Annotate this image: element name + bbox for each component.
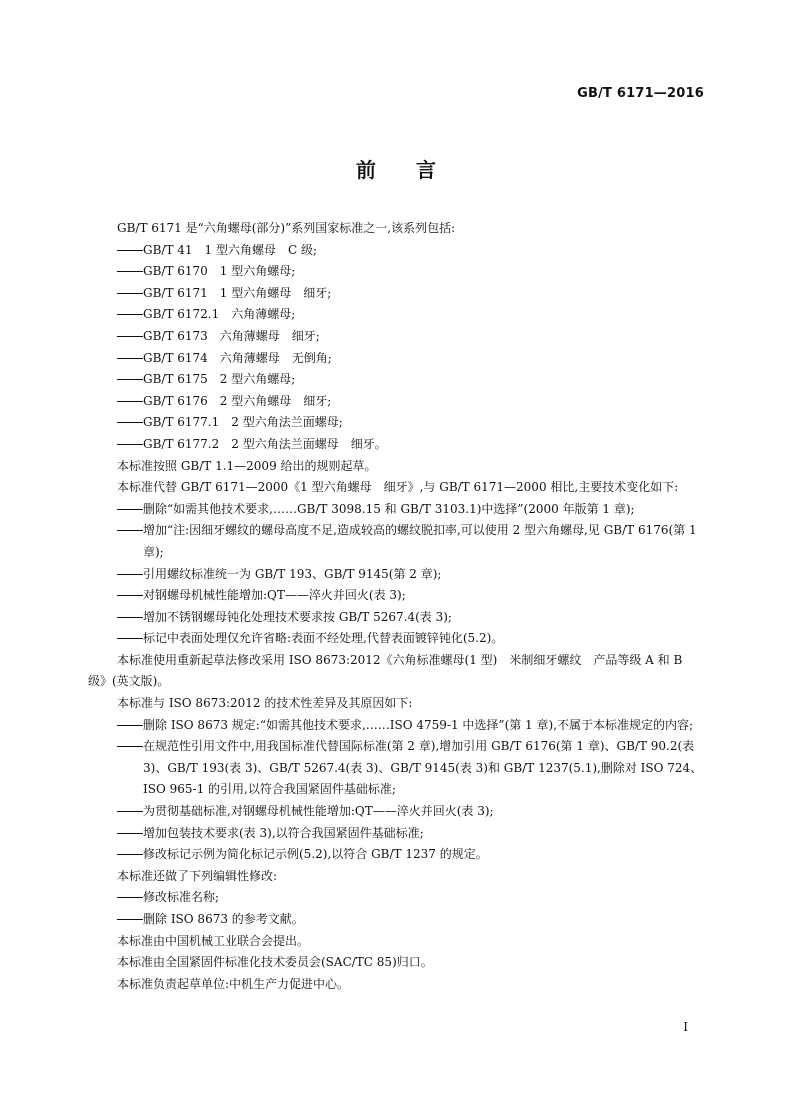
- dash-bullet: [117, 336, 143, 337]
- dash-bullet: [117, 725, 143, 726]
- dash-bullet: [117, 250, 143, 251]
- page-title: 前言: [356, 158, 476, 182]
- series-list-item-text: GB/T 6170 1 型六角螺母;: [143, 264, 296, 279]
- series-list-item-text: GB/T 6177.2 2 型六角法兰面螺母 细牙。: [143, 436, 387, 451]
- series-list-item: [88, 261, 704, 283]
- series-list-item: [88, 391, 704, 413]
- editorial-list-item-text: 修改标准名称;: [143, 890, 220, 905]
- dash-bullet: [117, 638, 143, 639]
- change-list-item: [88, 520, 704, 563]
- difference-list-item: [88, 844, 704, 866]
- change-list-item: [88, 585, 704, 607]
- dash-bullet: [117, 314, 143, 315]
- difference-list-item-text: 在规范性引用文件中,用我国标准代替国际标准(第 2 章),增加引用 GB/T 6176(第 1 章)、GB/T 90.2(表 3)、GB/T 193(表 3)、GB/T 5267.4(表 3)、GB/T 9145(表 3)和 GB/T 1237(5.1),删除对 ISO 724、ISO 965-1 的引用,以符合我国紧固件基础标准;: [143, 739, 703, 797]
- dash-bullet: [117, 746, 143, 747]
- difference-list-item-text: 为贯彻基础标准,对钢螺母机械性能增加:QT——淬火并回火(表 3);: [143, 804, 494, 819]
- proposed-by-paragraph: 本标准由中国机械工业联合会提出。: [117, 933, 310, 948]
- series-list-item-text: GB/T 6176 2 型六角螺母 细牙;: [143, 393, 332, 408]
- drafting-rule-paragraph: 本标准按照 GB/T 1.1—2009 给出的规则起草。: [117, 458, 377, 473]
- editorial-list-item-text: 删除 ISO 8673 的参考文献。: [143, 912, 304, 926]
- dash-bullet: [117, 617, 143, 618]
- series-list-item-text: GB/T 6177.1 2 型六角法兰面螺母;: [143, 415, 343, 430]
- change-list-item: [88, 499, 704, 521]
- change-list-item-text: 增加不锈钢螺母钝化处理技术要求按 GB/T 5267.4(表 3);: [143, 609, 452, 624]
- change-list-item-text: 增加“注:因细牙螺纹的螺母高度不足,造成较高的螺纹脱扣率,可以使用 2 型六角螺母,见 GB/T 6176(第 1 章);: [143, 523, 697, 559]
- dash-bullet: [117, 530, 143, 531]
- page-number: I: [683, 1020, 688, 1034]
- change-list-item-text: 删除“如需其他技术要求,……GB/T 3098.15 和 GB/T 3103.1)中选择”(2000 年版第 1 章);: [143, 501, 635, 516]
- dash-bullet: [117, 574, 143, 575]
- change-list-item: [88, 607, 704, 629]
- series-list-item-text: GB/T 6174 六角薄螺母 无倒角;: [143, 350, 332, 365]
- dash-bullet: [117, 271, 143, 272]
- difference-list-item: [88, 801, 704, 823]
- difference-list-item-text: 修改标记示例为简化标记示例(5.2),以符合 GB/T 1237 的规定。: [143, 847, 488, 862]
- series-list-item-text: GB/T 6171 1 型六角螺母 细牙;: [143, 285, 332, 300]
- dash-bullet: [117, 595, 143, 596]
- replaces-paragraph: 本标准代替 GB/T 6171—2000《1 型六角螺母 细牙》,与 GB/T 6171—2000 相比,主要技术变化如下:: [117, 480, 679, 495]
- dash-bullet: [117, 293, 143, 294]
- dash-bullet: [117, 379, 143, 380]
- dash-bullet: [117, 422, 143, 423]
- dash-bullet: [117, 897, 143, 898]
- series-list-item: [88, 412, 704, 434]
- change-list-item-text: 引用螺纹标准统一为 GB/T 193、GB/T 9145(第 2 章);: [143, 566, 442, 581]
- series-intro-paragraph: GB/T 6171 是“六角螺母(部分)”系列国家标准之一,该系列包括:: [117, 221, 456, 235]
- dash-bullet: [117, 833, 143, 834]
- difference-list-item: [88, 736, 704, 801]
- editorial-intro-paragraph: 本标准还做了下列编辑性修改:: [117, 868, 278, 883]
- dash-bullet: [117, 401, 143, 402]
- change-list-item-text: 对钢螺母机械性能增加:QT——淬火并回火(表 3);: [143, 588, 406, 603]
- difference-list-item: [88, 823, 704, 845]
- series-list-item: [88, 304, 704, 326]
- series-list-item: [88, 326, 704, 348]
- difference-list-item-text: 增加包装技术要求(表 3),以符合我国紧固件基础标准;: [143, 825, 424, 840]
- series-list-item-text: GB/T 41 1 型六角螺母 C 级;: [143, 242, 318, 257]
- iso-adoption-paragraph: 本标准使用重新起草法修改采用 ISO 8673:2012《六角标准螺母(1 型) 米制细牙螺纹 产品等级 A 和 B 级》(英文版)。: [88, 652, 683, 689]
- dash-bullet: [117, 854, 143, 855]
- dash-bullet: [117, 444, 143, 445]
- change-list-item: [88, 628, 704, 650]
- dash-bullet: [117, 919, 143, 920]
- differences-intro-paragraph: 本标准与 ISO 8673:2012 的技术性差异及其原因如下:: [117, 696, 413, 711]
- jurisdiction-paragraph: 本标准由全国紧固件标准化技术委员会(SAC/TC 85)归口。: [117, 955, 433, 970]
- series-list-item-text: GB/T 6173 六角薄螺母 细牙;: [143, 328, 320, 343]
- series-list-item: [88, 348, 704, 370]
- editorial-list-item: [88, 909, 704, 931]
- change-list-item-text: 标记中表面处理仅允许省略:表面不经处理,代替表面镀锌钝化(5.2)。: [143, 631, 504, 646]
- foreword-body: [88, 218, 704, 995]
- change-list-item: [88, 564, 704, 586]
- drafted-by-paragraph: 本标准负责起草单位:中机生产力促进中心。: [117, 976, 350, 991]
- editorial-list-item: [88, 887, 704, 909]
- series-list-item: [88, 369, 704, 391]
- difference-list-item: [88, 715, 704, 737]
- dash-bullet: [117, 509, 143, 510]
- series-list-item: [88, 283, 704, 305]
- series-list-item-text: GB/T 6175 2 型六角螺母;: [143, 372, 296, 387]
- difference-list-item-text: 删除 ISO 8673 规定:“如需其他技术要求,……ISO 4759-1 中选择”(第 1 章),不属于本标准规定的内容;: [143, 717, 694, 732]
- series-list-item-text: GB/T 6172.1 六角薄螺母;: [143, 307, 296, 322]
- series-list-item: [88, 434, 704, 456]
- dash-bullet: [117, 358, 143, 359]
- series-list-item: [88, 240, 704, 262]
- standard-code-header: GB/T 6171—2016: [577, 86, 704, 101]
- dash-bullet: [117, 811, 143, 812]
